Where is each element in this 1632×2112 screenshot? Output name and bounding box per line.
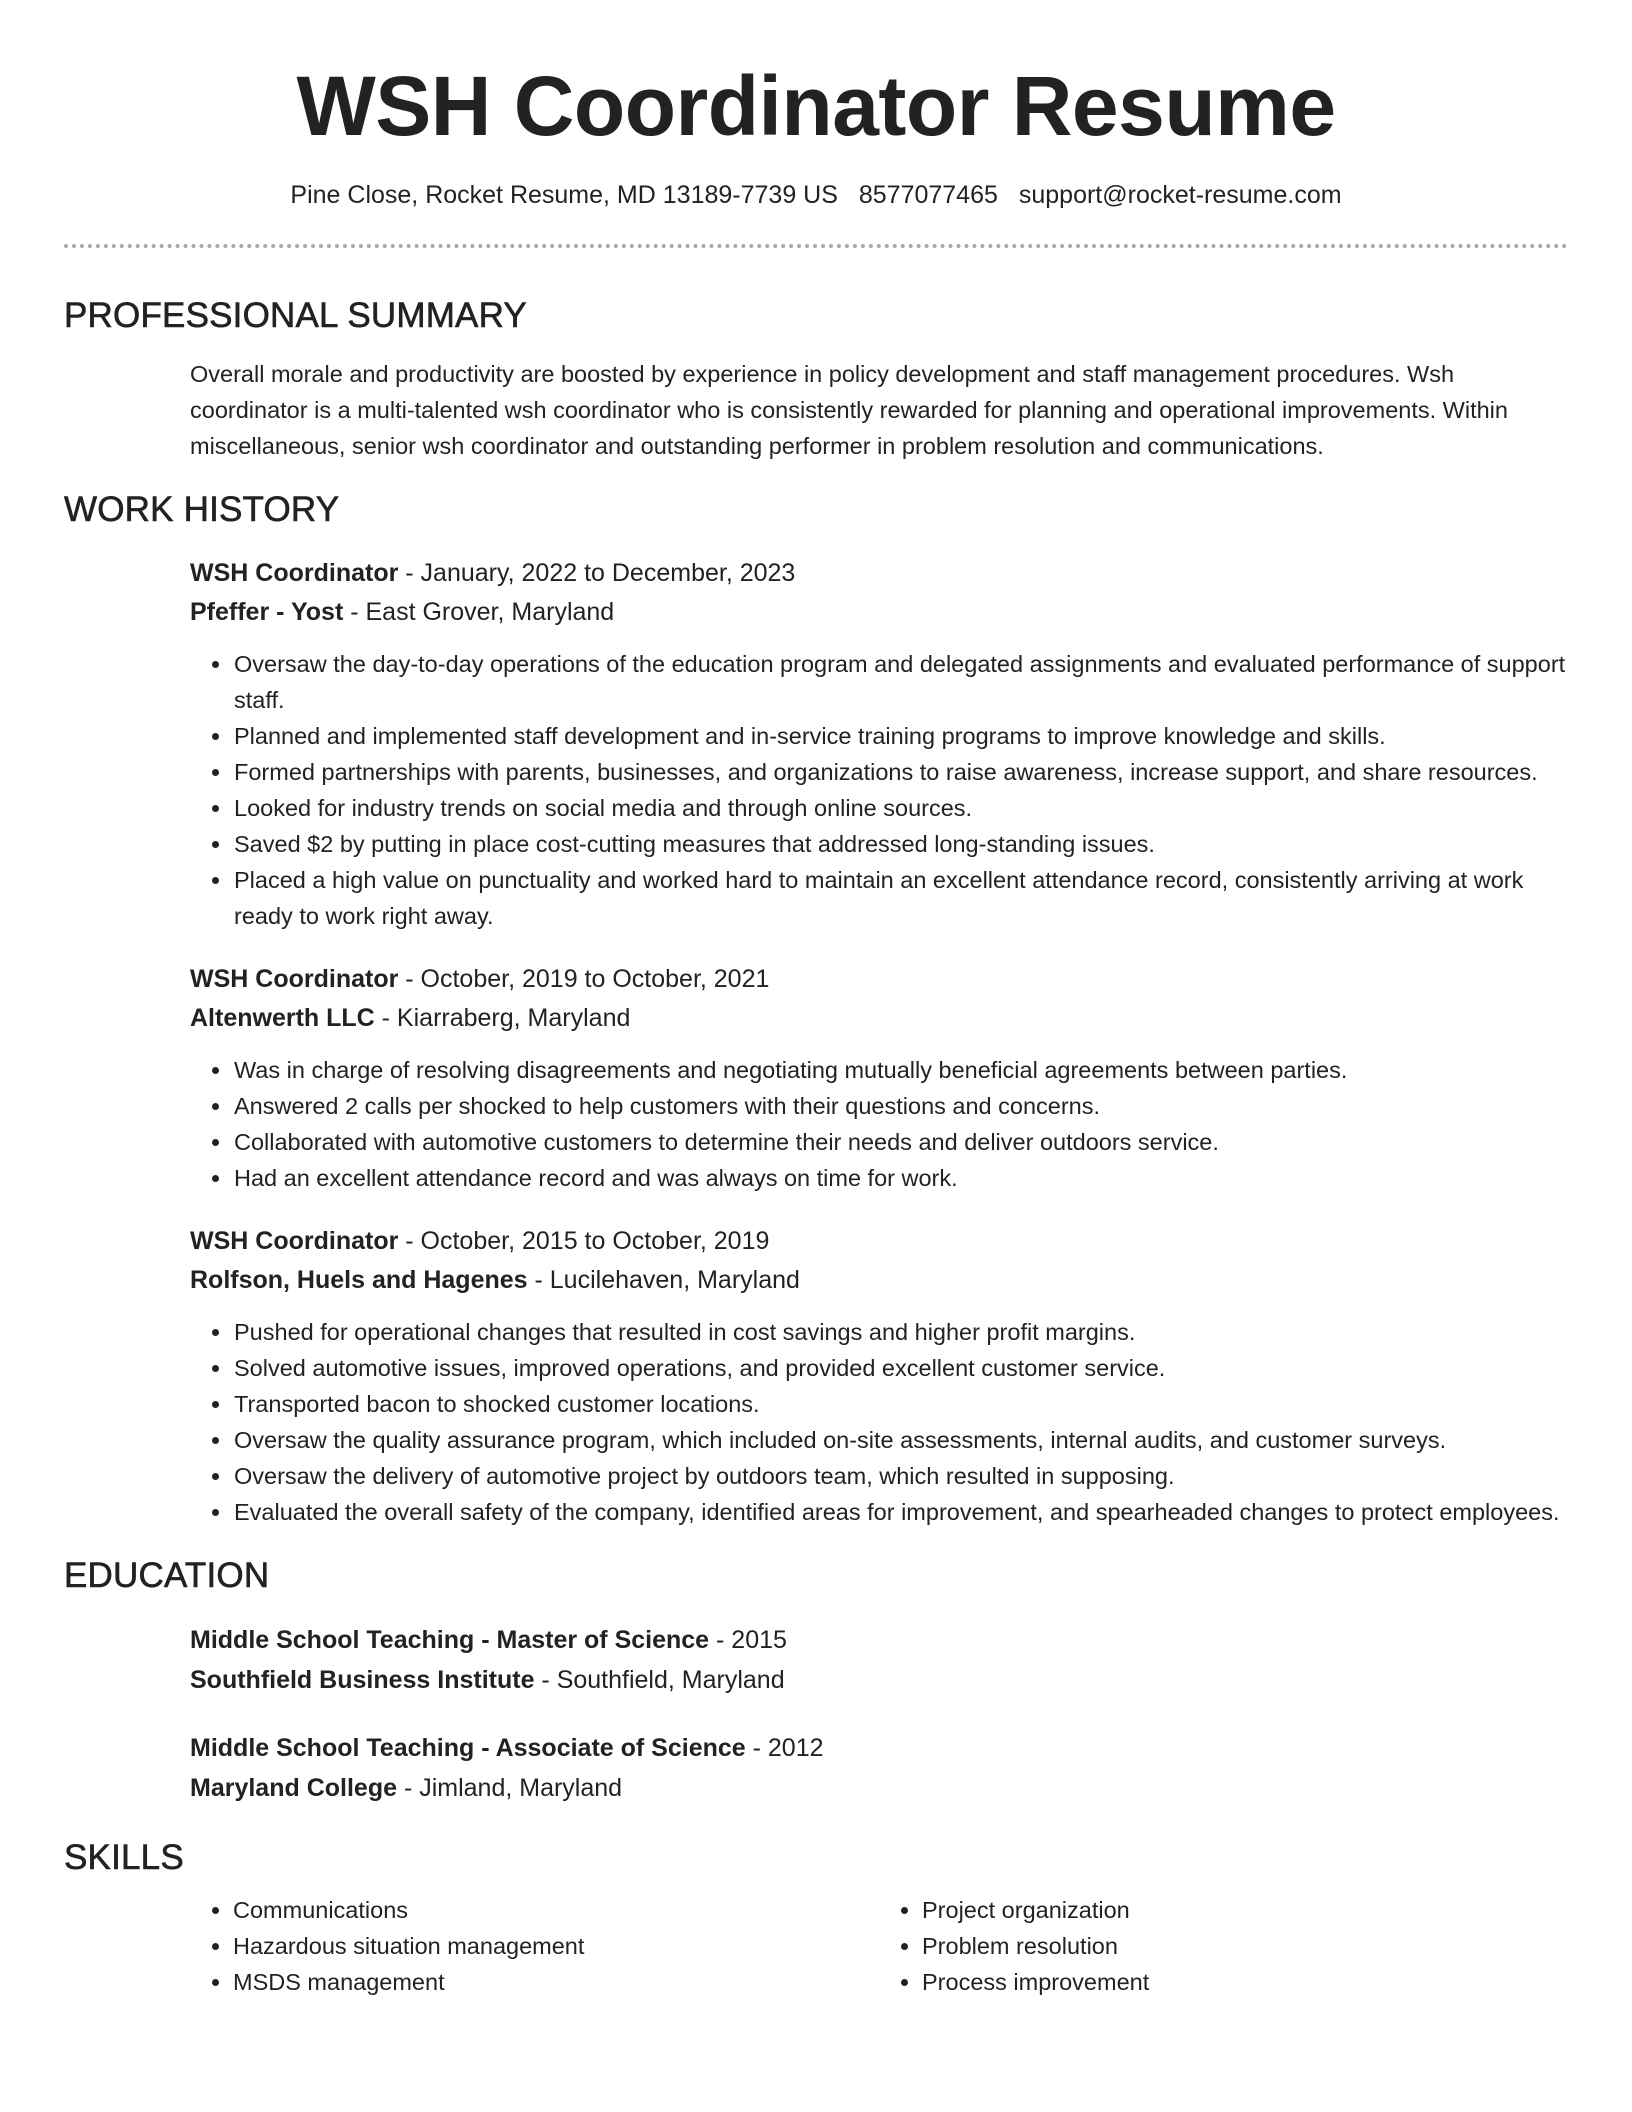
summary-text: Overall morale and productivity are boosted by experience in policy development and staff management procedures. Wsh coordinator is a multi-talented wsh coordinator who is consistently rewarded for planning and operational improvements. Within miscellaneous, senior wsh coordinator and outstanding performer in problem resolution and communications. [190,361,1508,459]
education-school: Southfield Business Institute [190,1666,535,1694]
job-entry [190,554,1568,934]
job-company-line [190,1261,1568,1300]
contact-line [64,179,1568,211]
skill-item: • Communications [233,1892,879,1928]
job-entry [190,960,1568,1196]
job-dates: - January, 2022 to December, 2023 [398,559,796,587]
job-location: - Lucilehaven, Maryland [527,1266,800,1294]
education-degree: Middle School Teaching - Master of Science [190,1626,710,1654]
job-company: Rolfson, Huels and Hagenes [190,1266,528,1294]
education-list [190,1620,1568,1808]
education-degree-line [190,1728,1568,1768]
job-company-line [190,593,1568,632]
job-bullet: • Had an excellent attendance record and was always on time for work. [233,1160,1568,1196]
job-bullet: • Oversaw the quality assurance program, which included on-site assessments, internal audits, and customer surveys. [233,1422,1568,1458]
job-bullets [190,1052,1568,1196]
job-bullets [190,1314,1568,1530]
skill-item: • Problem resolution [922,1928,1568,1964]
job-entry [190,1222,1568,1530]
job-bullet: • Transported bacon to shocked customer locations. [233,1386,1568,1422]
job-bullet: • Saved $2 by putting in place cost-cutting measures that addressed long-standing issues. [233,826,1568,862]
education-year: - 2015 [709,1626,787,1654]
education-year: - 2012 [745,1734,824,1762]
job-bullet: • Formed partnerships with parents, businesses, and organizations to raise awareness, increase support, and share resources. [233,754,1568,790]
education-school-line [190,1768,1568,1808]
job-dates: - October, 2015 to October, 2019 [398,1227,770,1255]
job-bullet: • Solved automotive issues, improved operations, and provided excellent customer service. [233,1350,1568,1386]
job-role: WSH Coordinator [190,965,399,993]
job-role: WSH Coordinator [190,1227,399,1255]
resume-page [64,0,1568,2000]
header-divider [64,244,1568,248]
education-degree-line [190,1620,1568,1660]
job-location: - East Grover, Maryland [343,598,615,626]
job-location: - Kiarraberg, Maryland [374,1004,631,1032]
skill-item: • Process improvement [922,1964,1568,2000]
education-school: Maryland College [190,1774,397,1802]
job-bullet: • Oversaw the delivery of automotive project by outdoors team, which resulted in supposing. [233,1458,1568,1494]
section-title-summary: PROFESSIONAL SUMMARY [64,296,527,335]
job-bullet: • Answered 2 calls per shocked to help customers with their questions and concerns. [233,1088,1568,1124]
section-title-skills: SKILLS [64,1838,184,1877]
skills-column-right [879,1892,1568,2000]
education-entry [190,1620,1568,1700]
job-bullet: • Was in charge of resolving disagreements and negotiating mutually beneficial agreements between parties. [233,1052,1568,1088]
resume-title: WSH Coordinator Resume [296,59,1336,153]
section-title-education: EDUCATION [64,1556,270,1595]
job-bullet: • Placed a high value on punctuality and worked hard to maintain an excellent attendance record, consistently arriving at work ready to work right away. [233,862,1568,934]
job-role: WSH Coordinator [190,559,399,587]
education-location: - Jimland, Maryland [397,1774,623,1802]
job-bullet: • Collaborated with automotive customers to determine their needs and deliver outdoors service. [233,1124,1568,1160]
education-school-line [190,1660,1568,1700]
skill-item: • MSDS management [233,1964,879,2000]
job-bullet: • Pushed for operational changes that resulted in cost savings and higher profit margins. [233,1314,1568,1350]
section-title-work-history: WORK HISTORY [64,490,340,529]
job-company: Altenwerth LLC [190,1004,375,1032]
skills-column-left [190,1892,879,2000]
skills-grid [190,1892,1568,2000]
education-location: - Southfield, Maryland [534,1666,785,1694]
job-title-line [190,1222,1568,1261]
education-entry [190,1728,1568,1808]
job-bullet: • Planned and implemented staff development and in-service training programs to improve knowledge and skills. [233,718,1568,754]
education-degree: Middle School Teaching - Associate of Science [190,1734,746,1762]
job-dates: - October, 2019 to October, 2021 [398,965,770,993]
contact-phone: 8577077465 [858,181,998,209]
job-company-line [190,999,1568,1038]
skill-item: • Project organization [922,1892,1568,1928]
contact-email: support@rocket-resume.com [1018,181,1342,209]
skill-item: • Hazardous situation management [233,1928,879,1964]
contact-address: Pine Close, Rocket Resume, MD 13189-7739 US [290,181,838,209]
job-bullets [190,646,1568,934]
job-title-line [190,554,1568,593]
job-bullet: • Evaluated the overall safety of the company, identified areas for improvement, and spearheaded changes to protect employees. [233,1494,1568,1530]
job-company: Pfeffer - Yost [190,598,344,626]
job-bullet: • Oversaw the day-to-day operations of the education program and delegated assignments and evaluated performance of support staff. [233,646,1568,718]
job-title-line [190,960,1568,999]
job-bullet: • Looked for industry trends on social media and through online sources. [233,790,1568,826]
work-history-list [190,554,1568,1530]
